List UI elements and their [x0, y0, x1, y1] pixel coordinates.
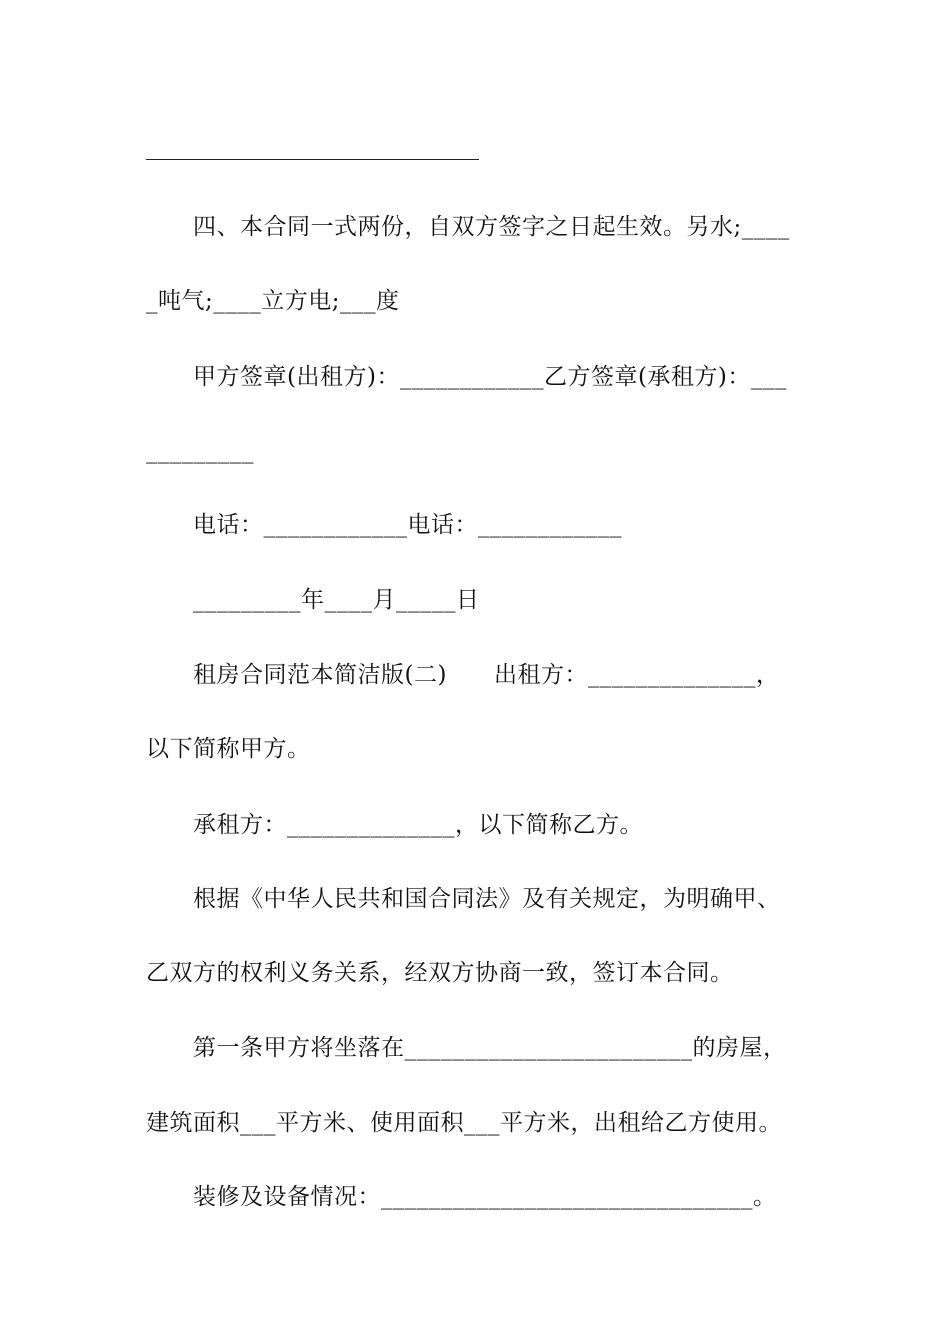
lessee-line: 承租方：______________，以下简称乙方。	[193, 812, 643, 838]
article-one-line: 第一条甲方将坐落在________________________的房屋，	[193, 1035, 787, 1061]
top-blank-rule	[146, 159, 479, 160]
utilities-line: _吨气;____立方电;___度	[146, 288, 400, 314]
date-line: _________年____月_____日	[193, 587, 480, 613]
clause-four-line: 四、本合同一式两份，自双方签字之日起生效。另水;____	[193, 214, 790, 240]
phone-line: 电话：____________电话：____________	[193, 512, 622, 538]
contract-title-lessor-line: 租房合同范本简洁版(二) 出租方：______________，	[193, 662, 780, 688]
signature-line: 甲方签章(出租方)：____________乙方签章(承租方)：___	[193, 364, 787, 390]
basis-line-continued: 乙双方的权利义务关系，经双方协商一致，签订本合同。	[146, 960, 734, 986]
signature-blank-continued: _________	[146, 438, 254, 464]
basis-line: 根据《中华人民共和国合同法》及有关规定，为明确甲、	[193, 886, 781, 912]
decoration-equipment-line: 装修及设备情况：_______________________________。	[193, 1184, 777, 1210]
area-line: 建筑面积___平方米、使用面积___平方米，出租给乙方使用。	[146, 1110, 782, 1136]
party-a-definition-line: 以下简称甲方。	[146, 736, 311, 762]
